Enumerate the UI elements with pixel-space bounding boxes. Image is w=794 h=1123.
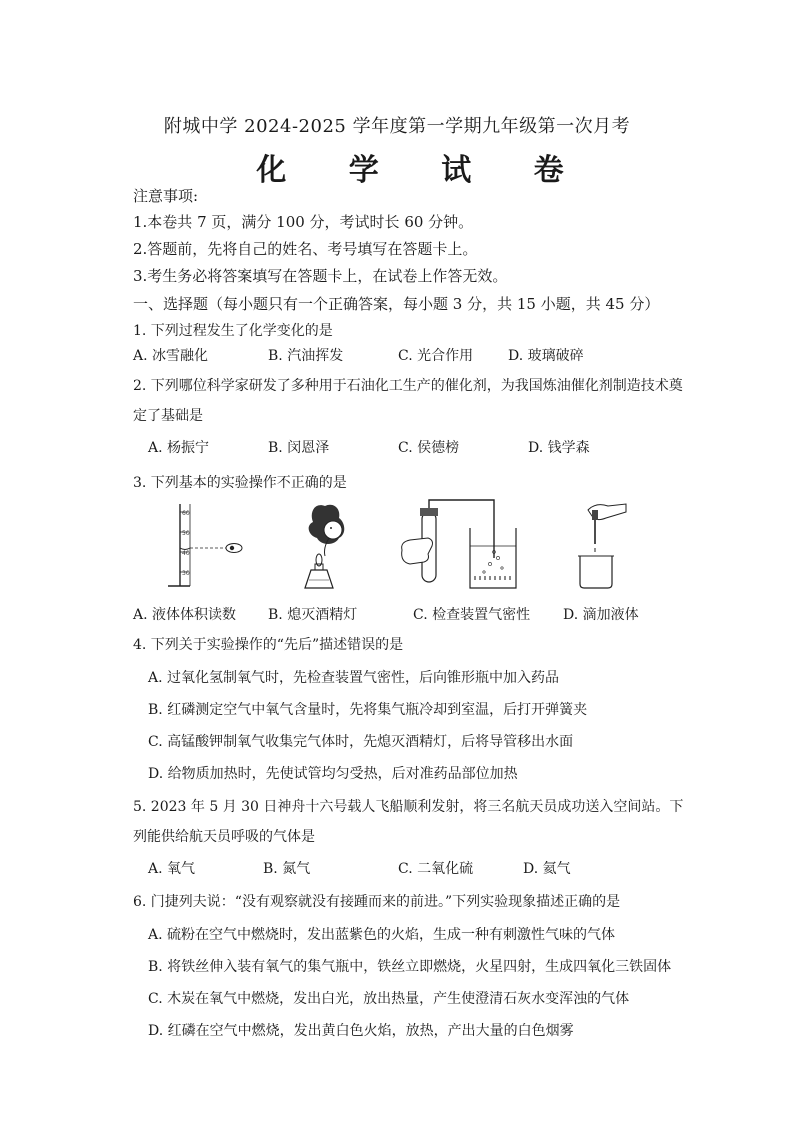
option: C. 检查装置气密性 xyxy=(413,607,531,623)
question-stem: 4. 下列关于实验操作的“先后”描述错误的是 xyxy=(133,637,404,653)
question-stem: 列能供给航天员呼吸的气体是 xyxy=(133,829,315,845)
option: D. 给物质加热时，先使试管均匀受热，后对准药品部位加热 xyxy=(148,766,518,782)
notice-heading: 注意事项: xyxy=(133,187,199,205)
option: D. 滴加液体 xyxy=(563,607,639,623)
option: A. 杨振宁 xyxy=(148,440,210,456)
option: B. 氮气 xyxy=(263,861,311,877)
option: A. 冰雪融化 xyxy=(133,348,209,364)
option: D. 钱学森 xyxy=(528,440,590,456)
option: C. 侯德榜 xyxy=(398,440,460,456)
cylinder-reading-figure xyxy=(160,500,250,592)
option: C. 光合作用 xyxy=(398,348,474,364)
question-stem: 5. 2023 年 5 月 30 日神舟十六号载人飞船顺利发射，将三名航天员成功送入空间站。下 xyxy=(133,799,684,815)
cylinder-tick-label: 60 xyxy=(182,510,190,517)
option: C. 二氧化硫 xyxy=(398,861,474,877)
school-exam-line: 附城中学 2024-2025 学年度第一学期九年级第一次月考 xyxy=(163,116,631,137)
option: B. 汽油挥发 xyxy=(268,348,344,364)
option: A. 硫粉在空气中燃烧时，发出蓝紫色的火焰，生成一种有刺激性气味的气体 xyxy=(148,927,616,943)
option: B. 红磷测定空气中氧气含量时，先将集气瓶冷却到室温，后打开弹簧夹 xyxy=(148,702,588,718)
question-stem: 3. 下列基本的实验操作不正确的是 xyxy=(133,475,347,491)
question-stem: 6. 门捷列夫说：“没有观察就没有接踵而来的前进。”下列实验现象描述正确的是 xyxy=(133,894,621,910)
option: B. 将铁丝伸入装有氧气的集气瓶中，铁丝立即燃烧，火星四射，生成四氧化三铁固体 xyxy=(148,959,672,975)
option: D. 玻璃破碎 xyxy=(508,348,584,364)
option: A. 氧气 xyxy=(148,861,196,877)
cylinder-tick-label: 50 xyxy=(182,530,190,537)
exam-title: 化 学 试 卷 xyxy=(256,153,590,188)
question-stem: 1. 下列过程发生了化学变化的是 xyxy=(133,323,333,339)
dropper-figure xyxy=(568,496,638,594)
option: C. 高锰酸钾制氧气收集完气体时，先熄灭酒精灯，后将导管移出水面 xyxy=(148,734,574,750)
option: B. 熄灭酒精灯 xyxy=(268,607,358,623)
section-heading: 一、选择题（每小题只有一个正确答案，每小题 3 分，共 15 小题，共 45 分） xyxy=(133,295,660,313)
cylinder-tick-label: 40 xyxy=(182,550,190,557)
option: D. 氦气 xyxy=(523,861,571,877)
notice-item: 2.答题前，先将自己的姓名、考号填写在答题卡上。 xyxy=(133,240,478,258)
question-stem: 定了基础是 xyxy=(133,408,203,424)
option: A. 液体体积读数 xyxy=(133,607,237,623)
extinguish-lamp-figure xyxy=(295,498,375,594)
option: A. 过氧化氢制氧气时，先检查装置气密性，后向锥形瓶中加入药品 xyxy=(148,670,560,686)
airtightness-check-figure xyxy=(398,498,523,594)
option: B. 闵恩泽 xyxy=(268,440,330,456)
notice-item: 1.本卷共 7 页，满分 100 分，考试时长 60 分钟。 xyxy=(133,213,474,231)
option: C. 木炭在氧气中燃烧，发出白光，放出热量，产生使澄清石灰水变浑浊的气体 xyxy=(148,991,630,1007)
notice-item: 3.考生务必将答案填写在答题卡上，在试卷上作答无效。 xyxy=(133,267,508,285)
question-stem: 2. 下列哪位科学家研发了多种用于石油化工生产的催化剂，为我国炼油催化剂制造技术奠 xyxy=(133,378,683,394)
option: D. 红磷在空气中燃烧，发出黄白色火焰，放热，产出大量的白色烟雾 xyxy=(148,1023,574,1039)
cylinder-tick-label: 30 xyxy=(182,570,190,577)
